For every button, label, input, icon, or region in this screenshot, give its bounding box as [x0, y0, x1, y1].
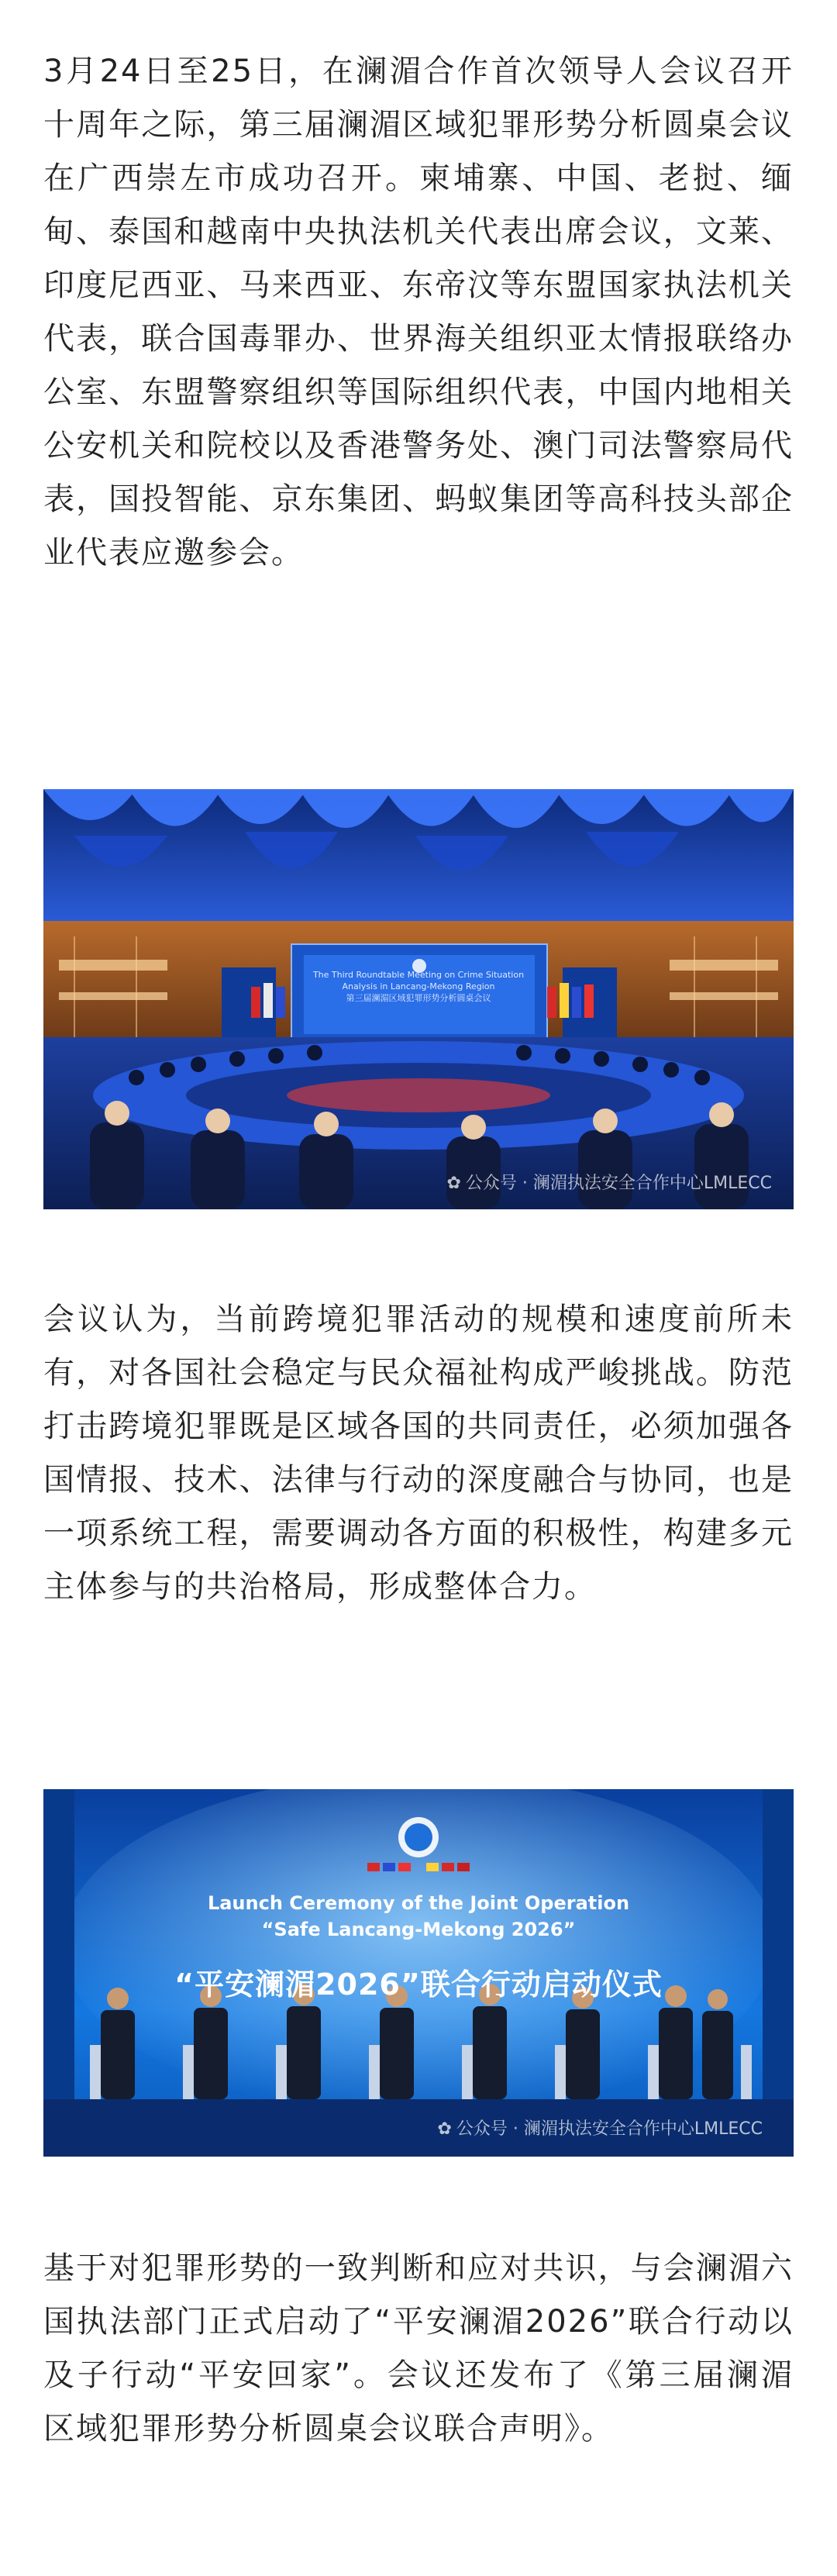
article-paragraph: 3月24日至25日，在澜湄合作首次领导人会议召开十周年之际，第三届澜湄区域犯罪形势分析圆桌会议在广西崇左市成功召开。柬埔寨、中国、老挝、缅甸、泰国和越南中央执法机关代表出席会议，文莱、印度尼西亚、马来西亚、东帝汶等东盟国家执法机关代表，联合国毒罪办、世界海关组织亚太情报联络办公室、东盟警察组织等国际组织代表，中国内地相关公安机关和院校以及香港警务处、澳门司法警察局代表，国投智能、京东集团、蚂蚁集团等高科技头部企业代表应邀参会。: [43, 53, 794, 571]
banner-title-en: [43, 1890, 794, 1943]
watermark-text: 公众号 · 澜湄执法安全合作中心LMLECC: [456, 2119, 763, 2139]
wechat-icon: ✿: [437, 2119, 452, 2139]
photo-watermark: [437, 2116, 763, 2140]
banner-title-cn: “平安澜湄2026”联合行动启动仪式: [174, 1967, 663, 2002]
launch-ceremony-photo[interactable]: [43, 1789, 794, 2157]
banner-en-line1: Launch Ceremony of the Joint Operation: [207, 1892, 630, 1914]
roundtable-meeting-photo[interactable]: [43, 789, 794, 1209]
wechat-icon: ✿: [446, 1174, 461, 1193]
banner-en-line2: “Safe Lancang-Mekong 2026”: [261, 1919, 576, 1940]
screen-title-cn: 第三届澜湄区域犯罪形势分析圆桌会议: [346, 993, 491, 1003]
photo-watermark: [446, 1170, 772, 1194]
screen-title-en: The Third Roundtable Meeting on Crime Situation Analysis in Lancang-Mekong Region: [312, 970, 525, 991]
article-paragraph: 会议认为，当前跨境犯罪活动的规模和速度前所未有，对各国社会稳定与民众福祉构成严峻挑战。防范打击跨境犯罪既是区域各国的共同责任，必须加强各国情报、技术、法律与行动的深度融合与协同，也是一项系统工程，需要调动各方面的积极性，构建多元主体参与的共治格局，形成整体合力。: [43, 1302, 794, 1605]
screen-caption: [304, 969, 533, 1004]
watermark-text: 公众号 · 澜湄执法安全合作中心LMLECC: [465, 1174, 772, 1193]
article-paragraph: 基于对犯罪形势的一致判断和应对共识，与会澜湄六国执法部门正式启动了“平安澜湄2026”联合行动以及子行动“平安回家”。会议还发布了《第三届澜湄区域犯罪形势分析圆桌会议联合声明》。: [43, 2250, 794, 2447]
